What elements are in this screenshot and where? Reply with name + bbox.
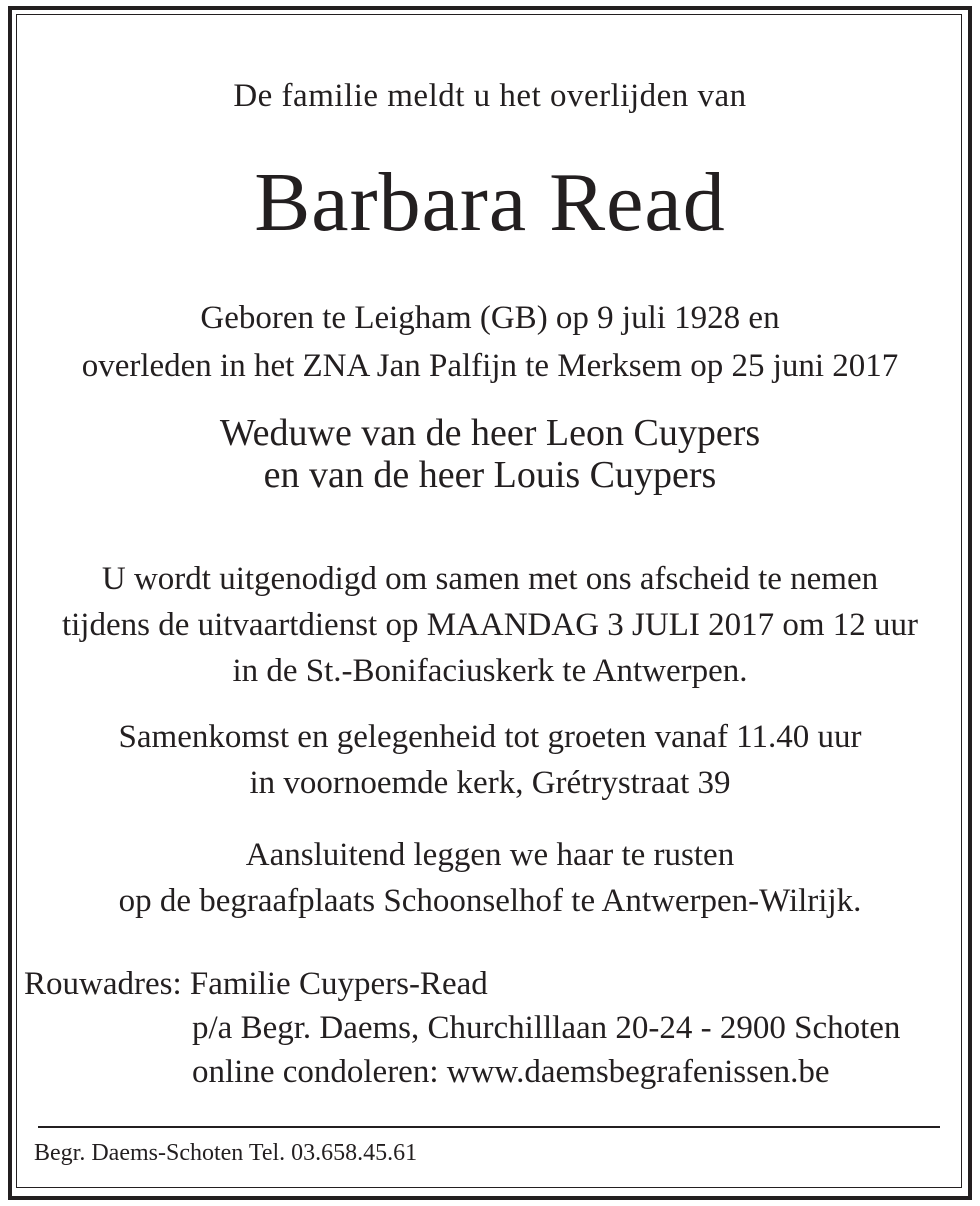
widow-block xyxy=(20,412,960,496)
death-line: overleden in het ZNA Jan Palfijn te Merksem op 25 juni 2017 xyxy=(81,348,899,384)
footer-divider xyxy=(38,1126,940,1128)
gathering-block xyxy=(20,714,960,806)
gathering-line-1: Samenkomst en gelegenheid tot groeten vanaf 11.40 uur xyxy=(118,719,862,755)
burial-line-1: Aansluitend leggen we haar te rusten xyxy=(245,837,735,873)
mourning-address: Rouwadres: Familie Cuypers-Read xyxy=(24,966,488,1002)
birth-line: Geboren te Leigham (GB) op 9 juli 1928 en xyxy=(200,300,780,336)
intro-text: De familie meldt u het overlijden van xyxy=(233,78,747,114)
invitation-line-1: U wordt uitgenodigd om samen met ons afscheid te nemen xyxy=(101,561,879,597)
invitation-block xyxy=(20,556,960,694)
burial-line-2: op de begraafplaats Schoonselhof te Antwerpen-Wilrijk. xyxy=(118,883,862,919)
invitation-line-2: tijdens de uitvaartdienst op MAANDAG 3 JULI 2017 om 12 uur xyxy=(61,607,919,643)
funeral-home-address: p/a Begr. Daems, Churchilllaan 20-24 - 2900 Schoten xyxy=(192,1010,901,1046)
birth-death-block xyxy=(20,294,960,390)
gathering-line-2: in voornoemde kerk, Grétrystraat 39 xyxy=(249,765,731,801)
funeral-home-contact: Begr. Daems-Schoten Tel. 03.658.45.61 xyxy=(34,1140,418,1166)
deceased-name: Barbara Read xyxy=(254,156,726,249)
widow-line-1: Weduwe van de heer Leon Cuypers xyxy=(219,412,761,454)
burial-block xyxy=(20,832,960,924)
invitation-line-3: in de St.-Bonifaciuskerk te Antwerpen. xyxy=(232,653,748,689)
widow-line-2: en van de heer Louis Cuypers xyxy=(263,454,717,496)
online-condolence: online condoleren: www.daemsbegrafenissen.be xyxy=(192,1054,830,1090)
